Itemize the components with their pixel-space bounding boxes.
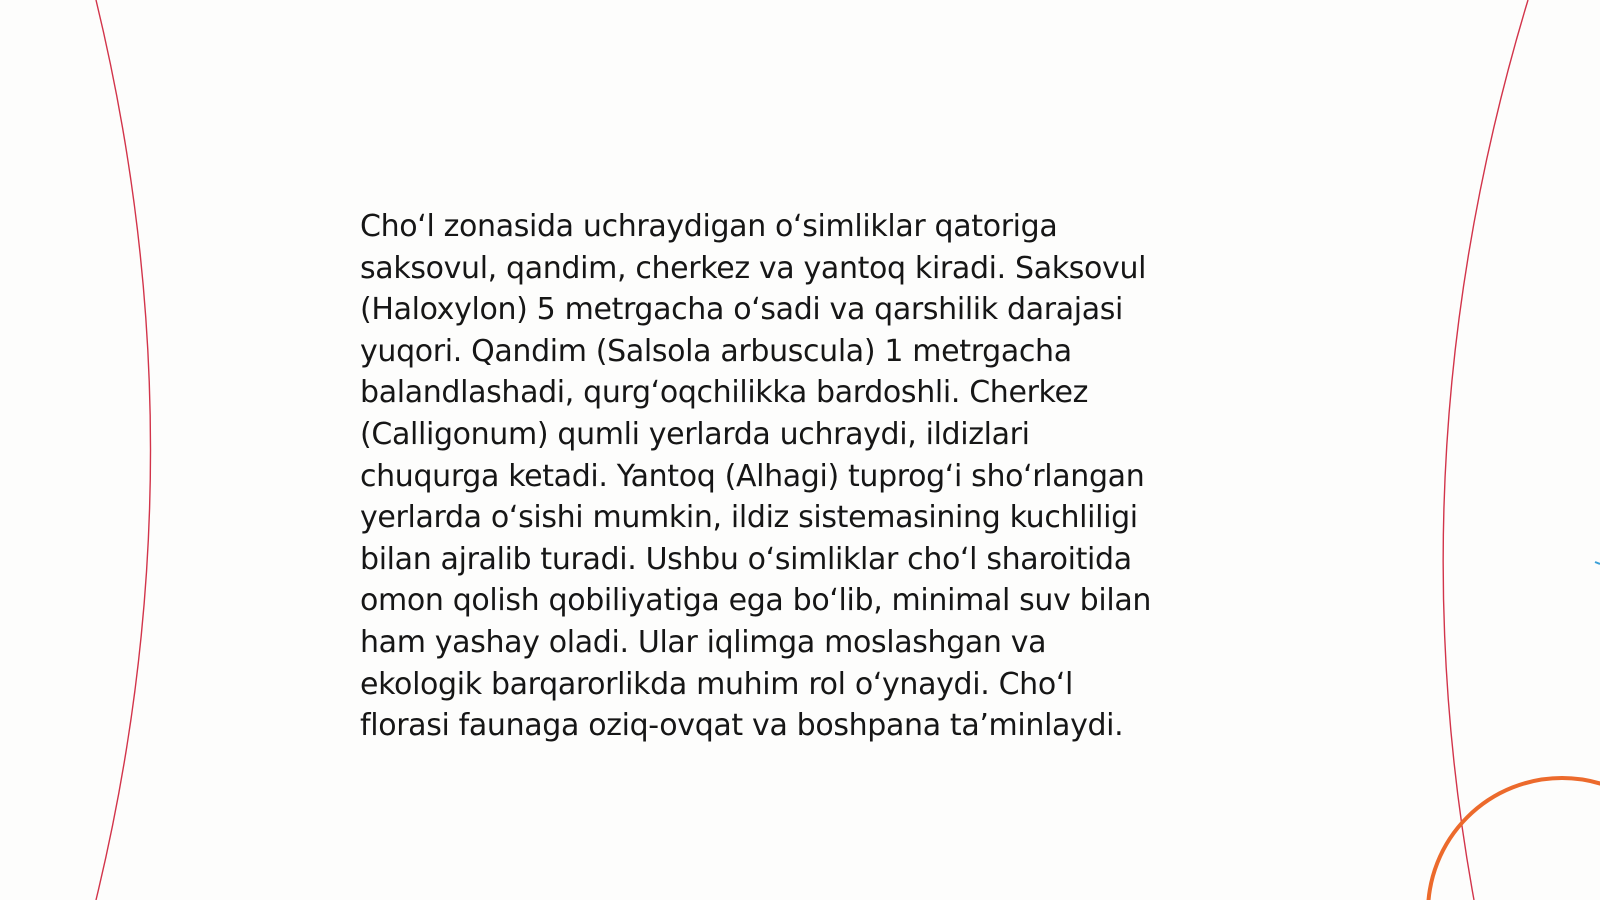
blue-tick-mark: [1595, 562, 1600, 564]
body-paragraph: Cho‘l zonasida uchraydigan o‘simliklar qatoriga saksovul, qandim, cherkez va yantoq kiradi. Saksovul (Haloxylon) 5 metrgacha o‘sadi va qarshilik darajasi yuqori. Qandim (Salsola arbuscula) 1 metrgacha balandlashadi, qurg‘oqchilikka bardoshli. Cherkez (Calligonum) qumli yerlarda uchraydi, ildizlari chuqurga ketadi. Yantoq (Alhagi) tuprog‘i sho‘rlangan yerlarda o‘sishi mumkin, ildiz sistemasining kuchliligi bilan ajralib turadi. Ushbu o‘simliklar cho‘l sharoitida omon qolish qobiliyatiga ega bo‘lib, minimal suv bilan ham yashay oladi. Ular iqlimga moslashgan va ekologik barqarorlikda muhim rol o‘ynaydi. Cho‘l florasi faunaga oziq-ovqat va boshpana ta’minlaydi.: [360, 209, 1152, 744]
orange-circle-outline: [1428, 778, 1600, 900]
left-curved-border: [96, 0, 151, 900]
right-curved-border: [1443, 0, 1528, 900]
